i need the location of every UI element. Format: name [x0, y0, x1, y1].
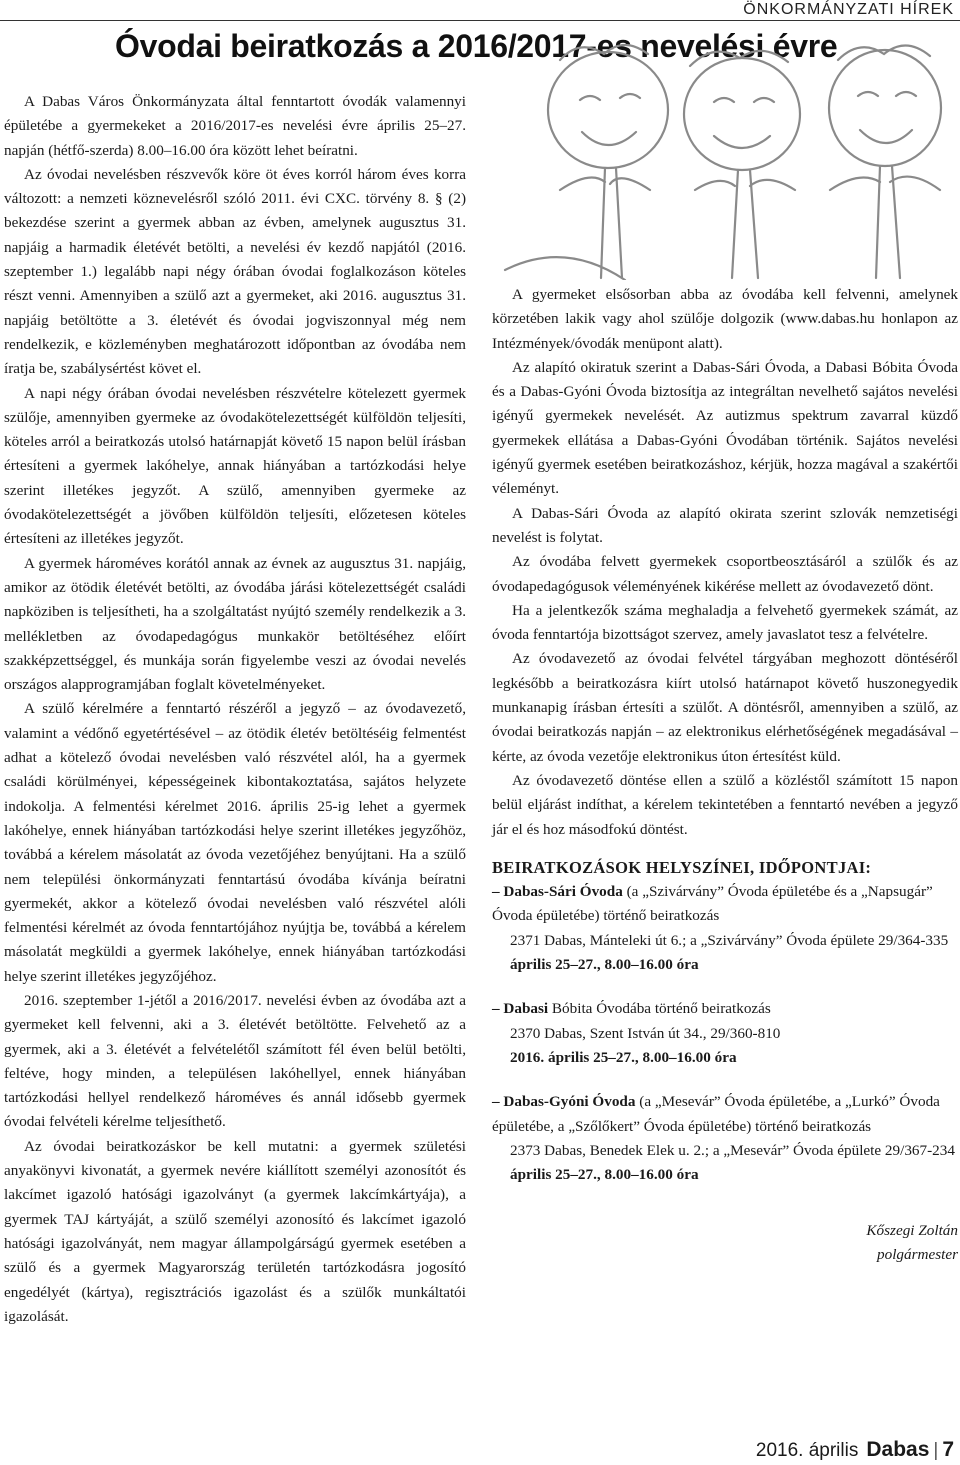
body-paragraph: A napi négy órában óvodai nevelésben részvételre kötelezett gyermek szülője, amennyiben gyermeke az óvodakötelezettségét külföldön teljesíti, köteles arról a beiratkozás utolsó határnapját követő 15 napon belül írásban értesíteni a gyermek lakóhelye, annak hiányában a tartózkodási helye szerint illetékes jegyzőt. A szülő, amennyiben gyermeke az óvodakötelezettségét a jövőben külföldön teljesíti, előzetesen köteles értesíteni az illetékes jegyzőt.: [4, 384, 466, 548]
page-footer: [756, 1438, 954, 1462]
publication-name: Dabas: [866, 1438, 930, 1461]
body-paragraph: Az óvodavezető az óvodai felvétel tárgyában meghozott döntéséről legkésőbb a beiratkozásra kiírt utolsó határnapot követő huszonegyedik munkanapig írásban értesíti a szülőt. A döntésről, amennyiben a szülő, az óvodai beiratkozás napján – az elektronikus elérhetőségének megadásával – kérte, az óvoda vezetője elektronikus úton értesítést küld.: [492, 650, 958, 765]
child-drawing-illustration: [500, 40, 960, 280]
body-paragraph: Az alapító okiratuk szerint a Dabas-Sári Óvoda, a Dabasi Bóbita Óvoda és a Dabas-Gyóni Óvoda biztosítja az integráltan nevelhető sajátos nevelési igényű gyermekek nevelését. Az autizmus spektrum zavarral küzdő gyermekek ellátása a Dabas-Gyóni Óvodában történik. Sajátos nevelési igényű gyermek esetében beiratkozáshoz, kérjük, hozza magával a szakértői véleményt.: [492, 358, 958, 498]
location-description: Bóbita Óvodába történő beiratkozás: [548, 1000, 771, 1018]
location-time: április 25–27., 8.00–16.00 óra: [510, 956, 699, 974]
signature-role: polgármester: [877, 1246, 958, 1264]
signature: [492, 1219, 958, 1267]
location-name: Dabas-Gyóni Óvoda: [503, 1093, 636, 1111]
location-dash: –: [492, 1000, 504, 1018]
body-paragraph: A szülő kérelmére a fenntartó részéről a jegyző – az óvodavezető, valamint a védőnő egyetértésével – az ötödik életév betöltéséig felmentést adhat a kötelező óvodai nevelésben való részvétel alól, ha a gyermek családi körülményei, képességeinek kibontakoztatása, sajátos helyzete indokolja. A felmentési kérelmet 2016. április 25-ig lehet a gyermek lakóhelye, ennek hiányában tartózkodási helye szerint illetékes jegyzőhöz, továbbá a kérelem másolatát az óvoda vezetőjéhez benyújtani. Ha a szülő nem települési önkormányzati fenntartású óvodába kívánja beíratni gyermekét, akkor a kötelező óvodai nevelésben való részvétel alóli felmentési kérelmét az óvoda fenntartójához nyújtja be, továbbá a kérelem másolatát megküldi a gyermek lakóhelye, ennek hiányában tartózkodási helye szerint illetékes jegyzőjéhoz.: [4, 700, 466, 985]
right-column: [492, 283, 958, 1267]
left-column: [4, 90, 466, 1329]
location-name: Dabas-Sári Óvoda: [503, 883, 623, 901]
location-entry: [492, 1090, 958, 1187]
location-time: 2016. április 25–27., 8.00–16.00 óra: [510, 1048, 737, 1066]
footer-separator: |: [933, 1440, 939, 1461]
article-title: Óvodai beiratkozás a 2016/2017-es nevelési évre: [115, 28, 838, 64]
body-paragraph: 2016. szeptember 1-jétől a 2016/2017. nevelési évben az óvodába azt a gyermeket kell felvenni, aki a 3. életévét betöltötte. Felvehető az a gyermek, aki a 3. életévét a felvételétől számított fél éven belül betölti, feltéve, hogy minden, a településen lakóhellyel, ennek hiányában tartózkodási hellyel rendelkező hároméves és annál idősebb gyermek óvodai felvételi kérelme teljesíthető.: [4, 991, 466, 1131]
location-address: 2371 Dabas, Mánteleki út 6.; a „Szivárvány” Óvoda épülete 29/364-335: [510, 931, 949, 949]
body-paragraph: A gyermek hároméves korától annak az évnek az augusztus 31. napjáig, amikor az ötödik életévét betölti, az óvodába járási kötelezettségét családi napköziben is teljesítheti, ha a szolgáltatást nyújtó személy rendelkezik a 3. mellékletben az óvodapedagógus munkakör betöltéséhez előírt szakképzettséggel, és munkája során figyelembe veszi az óvodai nevelés országos alapprogramjában foglalt követelményeket.: [4, 554, 466, 694]
location-description: (a „Mesevár” Óvoda épületébe, a „Lurkó” Óvoda épületébe, a „Szőlőkert” Óvoda épületébe) történő beiratkozás: [492, 1093, 940, 1135]
header-rule: [0, 20, 960, 21]
body-paragraph: Az óvodavezető döntése ellen a szülő a közléstől számított 15 napon belül eljárást indíthat, a kérelem tekintetében a fenntartó nevében a jegyző jár el és hoz másodfokú döntést.: [492, 771, 958, 838]
body-paragraph: A gyermeket elsősorban abba az óvodába kell felvenni, amelynek körzetében lakik vagy ahol szülője dolgozik (www.dabas.hu honlapon az Intézmények/óvodák menüpont alatt).: [492, 286, 958, 352]
location-address: 2373 Dabas, Benedek Elek u. 2.; a „Mesevár” Óvoda épülete 29/367-234: [510, 1141, 955, 1159]
location-entry: [492, 880, 958, 977]
body-paragraph: A Dabas-Sári Óvoda az alapító okirata szerint szlovák nemzetiségi nevelést is folytat.: [492, 504, 958, 546]
locations-heading: BEIRATKOZÁSOK HELYSZÍNEI, IDŐPONTJAI:: [492, 857, 872, 877]
body-paragraph: Az óvodába felvett gyermekek csoportbeosztásáról a szülők és az óvodapedagógusok véleményének kikérése mellett az óvodavezető dönt.: [492, 553, 958, 595]
location-time: április 25–27., 8.00–16.00 óra: [510, 1166, 699, 1184]
location-name: Dabasi: [503, 1000, 549, 1018]
issue-date: 2016. április: [755, 1440, 859, 1461]
section-header: ÖNKORMÁNYZATI HÍREK: [743, 1, 954, 18]
body-paragraph: Az óvodai nevelésben részvevők köre öt éves korról három éves korra változott: a nemzeti köznevelésről szóló 2011. évi CXC. törvény 8. § (2) bekezdése szerint a gyermek abban az évben, amelynek augusztus 31. napjáig a harmadik életévét betölti, a nevelési év kezdő napjától (2016. szeptember 1.) legalább napi négy órában óvodai foglalkozáson köteles részt venni. Amennyiben a szülő azt a gyermeket, aki 2016. augusztus 31. napjáig betöltötte a 3. életévét és óvodai jogviszonnyal még nem rendelkezik, e közleményben meghatározott időpontban az óvodába nem íratja be, szabálysértést követ el.: [4, 165, 466, 378]
body-paragraph: Az óvodai beiratkozáskor be kell mutatni: a gyermek születési anyakönyvi kivonatát, a gyermek nevére kiállított személyi azonosítót és lakcímet igazoló hatósági igazolványt (a gyermek lakcímkártyája), a gyermek TAJ kártyáját, a szülő személyi azonosító és lakcímet igazoló hatósági igazolványát, nem magyar állampolgárságú gyermek esetében a szülő és a gyermek Magyarország területén tartózkodásra jogosító engedélyét (kártya), regisztrációs igazolást és a szülők munkáltatói igazolását.: [4, 1137, 466, 1325]
location-dash: –: [492, 1093, 504, 1111]
location-entry: [492, 997, 958, 1070]
intro-paragraph: A Dabas Város Önkormányzata által fenntartott óvodák valamennyi épületébe a gyermekeket a 2016/2017-es nevelési évre április 25–27. napján (hétfő-szerda) 8.00–16.00 óra között lehet beíratni.: [4, 93, 466, 159]
signature-name: Kőszegi Zoltán: [866, 1222, 958, 1240]
location-dash: –: [492, 883, 504, 901]
location-description: (a „Szivárvány” Óvoda épületébe és a „Napsugár” Óvoda épületébe) történő beiratkozás: [492, 883, 933, 925]
location-address: 2370 Dabas, Szent István út 34., 29/360-810: [510, 1024, 781, 1042]
body-paragraph: Ha a jelentkezők száma meghaladja a felvehető gyermekek számát, az óvoda fenntartója bizottságot szervez, amely javaslatot tesz a felvételre.: [492, 601, 958, 644]
page-number: 7: [942, 1438, 954, 1461]
